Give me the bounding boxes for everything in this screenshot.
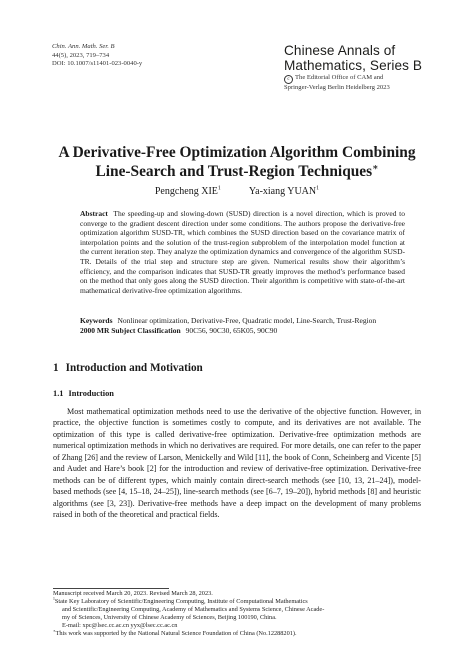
- paper-title: [40, 144, 434, 181]
- msc-row: [80, 326, 405, 336]
- copyright-line1: [284, 74, 434, 84]
- journal-volume: 44(5), 2023, 719–734: [52, 51, 110, 59]
- footnote-received: Manuscript received March 20, 2023. Revised March 28, 2023.: [53, 590, 213, 597]
- keywords-value: Nonlinear optimization, Derivative-Free, Quadratic model, Line-Search, Trust-Region: [117, 316, 377, 325]
- journal-brand: [284, 44, 434, 92]
- title-footnote-mark: ∗: [372, 161, 379, 172]
- abstract: [80, 209, 405, 295]
- footnote-affil-mark: 1: [53, 596, 55, 601]
- footnote-affil-line2: and Scientific/Engineering Computing, Academy of Mathematics and Systems Science, Chinese Acade-: [62, 605, 325, 613]
- journal-citation: Chin. Ann. Math. Ser. B: [52, 43, 115, 50]
- copyright-line2: Springer-Verlag Berlin Heidelberg 2023: [284, 84, 390, 92]
- footnotes: [53, 590, 421, 638]
- msc-value: 90C56, 90C30, 65K05, 90C90: [185, 325, 278, 335]
- author-affil-mark: 1: [316, 185, 320, 192]
- keywords-block: [80, 316, 405, 335]
- footnote-support: [53, 630, 421, 638]
- footnote-support-mark: ∗: [53, 628, 56, 633]
- footnote-affiliation: [53, 598, 421, 606]
- journal-doi: DOI: 10.1007/s11401-023-0040-y: [52, 60, 143, 68]
- keywords-label: Keywords: [80, 316, 113, 325]
- paper-title-line1: A Derivative-Free Optimization Algorithm Combining: [58, 144, 416, 161]
- copyright-text: The Editorial Office of CAM and: [295, 74, 384, 82]
- paper-title-line2: [40, 163, 434, 182]
- keywords-row: [80, 316, 405, 326]
- section-number: 1: [53, 362, 59, 374]
- author-name: Pengcheng XIE: [154, 186, 218, 197]
- paper-title-line2-text: Line-Search and Trust-Region Techniques: [95, 162, 373, 180]
- section-heading: [53, 362, 210, 374]
- section-title: Introduction and Motivation: [65, 362, 203, 374]
- footnote-rule: [53, 588, 169, 589]
- journal-name-line2: Mathematics, Series B: [284, 57, 423, 73]
- abstract-text: The speeding-up and slowing-down (SUSD) direction is a novel direction, which is proved to converge to the gradient descent direction under some conditions. The authors propose the derivative-free optimization algorithm SUSD-TR, which combines the SUSD direction based on the covariance matrix of interpolation points and the solution of the trust-region subproblem of the interpolation model function at the current iteration step. They analyze the optimization dynamics and convergence of the algorithm SUSD-TR. Details of the trial step and structure step are given. Numerical results show their algorithm’s efficiency, and the comparison indicates that SUSD-TR greatly improves the method’s performance based on the method that only goes along the SUSD direction. Their algorithm is competitive with state-of-the-art mathematical derivative-free optimization algorithms.: [80, 209, 406, 295]
- author-affil-mark: 1: [217, 185, 221, 192]
- subsection-title: Introduction: [68, 389, 114, 398]
- author-name: Ya-xiang YUAN: [248, 186, 317, 197]
- copyright-icon: c: [284, 75, 293, 84]
- journal-name-line1: Chinese Annals of: [284, 43, 396, 58]
- footnote-affil-line1: State Key Laboratory of Scientific/Engineering Computing, Institute of Computational Mathematics: [54, 597, 308, 605]
- msc-label: 2000 MR Subject Classification: [80, 325, 181, 335]
- journal-meta: [52, 43, 142, 69]
- author-list: [40, 186, 434, 197]
- abstract-label: Abstract: [80, 209, 108, 218]
- subsection-number: 1.1: [53, 389, 64, 398]
- subsection-heading: [53, 389, 119, 398]
- footnote-email: E-mail: xpc@lsec.cc.ac.cn yyx@lsec.cc.ac.cn: [62, 621, 178, 629]
- footnote-affil-line3: my of Sciences, University of Chinese Academy of Sciences, Beijing 100190, China.: [62, 613, 277, 621]
- body-paragraph: Most mathematical optimization methods need to use the derivative of the objective function. However, in practice, the objective function is sometimes costly to compute, and its derivatives are not available. The optimization of this type is called derivative-free optimization. Derivative-free optimization methods are numerical optimization methods in which no derivatives are required. For more details, one can refer to the paper of Zhang [26] and the review of Larson, Menickelly and Wild [11], the book of Conn, Scheinberg and Vicente [5] and Audet and Hare’s book [2] for the introduction and review of derivative-free optimization. Derivative-free methods can be of different types, which mainly contain direct-search methods (see [10, 13, 21–24]), model-based methods (see [4, 15–18, 24–25]), line-search methods (see [6–7, 19–20]), hybrid methods [8] and heuristic algorithms (see [3, 23]). Derivative-free methods have a deep impact on the development of many problems raised in both of the theoretical and practical fields.: [53, 407, 421, 520]
- footnote-support-text: This work was supported by the National Natural Science Foundation of China (No.12288201).: [55, 629, 297, 637]
